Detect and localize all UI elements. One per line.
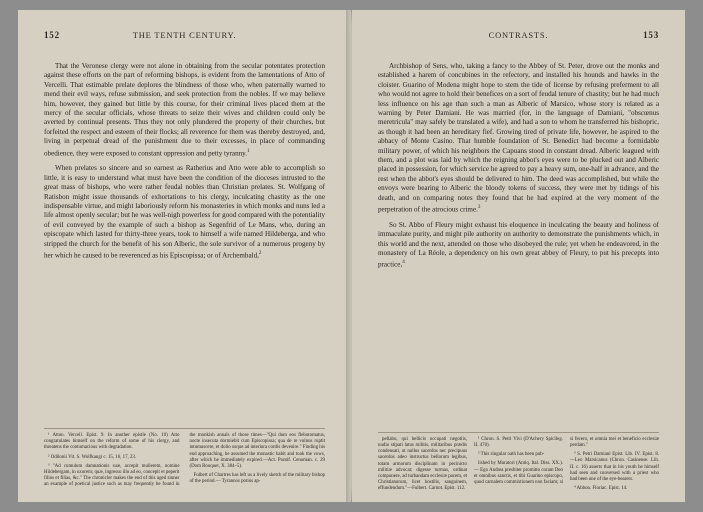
paragraph-text: Archbishop of Sens, who, taking a fancy to the Abbey of St. Peter, drove out the monks and established a harem of concubines in the refectory, and installed his hounds and hawks in the cloister. Guarino of Modena might hope to stem the tide of license by refusing preferment to all who would not agree to hold their benefices on a sort of feudal tenure of chastity; but he had much less influence on his age than such a man as Alberic of Marsico, whose story is related as a warning by Peter Damiani. He was married (for, in the language of Damiani, "obscœnus meretricula" may safely be translated a wife), and had a son to whom he transferred his bishopric, as though it had been an hereditary fief. Growing tired of private life, however, he aspired to the abbacy of Monte Casino. That humble foundation of St. Benedict had become a formidable military power, of which his neighbors the Capuans stood in constant dread. Alberic leagued with them, and a plot was laid by which the reigning abbot's eyes were to be plucked out and Alberic placed in possession, for which service he agreed to pay a heavy sum, one-half in advance, and the rest when the abbot's eyes should be delivered to him. The deed was accomplished, but while the envoys were bearing to Alberic the bloody tokens of success, they were met by tidings of his death, and on comparing notes they found that he had expired at the very moment of the perpetration of the atrocious crime.	[378, 62, 659, 214]
paragraph-text: When prelates so sincere and so earnest as Ratherius and Atto were able to accomplish so little, it is easy to understand what must have been the condition of the dioceses intrusted to the great mass of bishops, who were rather feudal nobles than Christian prelates. St. Wolfgang of Ratisbon might issue thousands of exhortations to his clergy, inculcating chastity as the one indispensable virtue, and might laboriously reform his monasteries in which monks and nuns led a life almost openly secular; but he was well-nigh powerless for good compared with the potentiality of evil conveyed by the example of such a bishop as Segenfrid of Le Mans, who, during an episcopate which lasted for thirty-three years, took to himself a wife named Hildeberga, and who stripped the church for the benefit of his son Alberic, the sole survivor of a numerous progeny by her which he caused to be reverenced as his Episcopissa; or of Archembald,	[44, 164, 325, 260]
footnote: Fulbert of Chartres has left us a lively sketch of the military bishop of the period.— Tyrannos potius ap-	[189, 472, 325, 484]
footnote-ref: 1	[247, 147, 250, 154]
right-running-title: CONTRASTS.	[488, 30, 549, 40]
left-footnotes	[44, 428, 325, 488]
paragraph	[44, 164, 325, 260]
left-running-title: THE TENTH CENTURY.	[132, 30, 237, 40]
footnote-ref: 4	[402, 259, 405, 266]
right-running-head	[378, 30, 659, 44]
paragraph-text: So St. Abbo of Fleury might exhaust his eloquence in inculcating the beauty and holiness of immaculate purity, and might pile authority on authority to demonstrate the punishments which, in this world and the next, attended on those who disobeyed the rule; yet when he endeavored, in the monastery of La Réole, a dependency on his own great abbey of Fleury, to put his precepts into practice,	[378, 220, 659, 269]
left-page	[18, 10, 351, 502]
left-body-text	[44, 62, 325, 362]
left-folio: 152	[44, 30, 60, 40]
paragraph	[378, 221, 659, 270]
footnote: ⁴ Abbon. Floriac. Epist. 14.	[574, 485, 628, 491]
left-running-head	[44, 30, 325, 44]
footnote: ² Odilonii Vit. S. Wolfkangi c. 15, 16, 17, 23.	[48, 454, 137, 460]
footnote: ³ "Ad cumulum damnationis suæ, accepit mulierem, nomine Hildebergam, in uxorem; quæ, ingresso illo ad eo, concepit et peperit filios et filias, &c." The chronicler makes the end of this aged sinner an example of poetical justice such as may frequently be found in the monkish annals of those times—"Qui dum eos flebotomatus, nocte insecuta dormiebit cum Episcopissa; qua de re vulnus ruptit intumuscere, et dolio usque ad interiora cordis devenire." Finding his end approaching, he assumed the monastic habit and took the vows, after which he immediately expired.—Act. Pontif. Cenoman. c. 29 (Dom Bouquet, X. 384–5).	[44, 433, 325, 487]
right-footnotes	[378, 432, 659, 492]
footnote: pellabo, qui bellicis occupati negotiis, nudio stipati latus militis, militaribus prædis condensati, ut nullus sacerdos nec precipuus sacerdos adeo instructus bellorum legibus, totam armorum disciplinam in pecinicto militiæ advocat; digesse turmas, ordinat componere, ad turbandam ecclesiæ pacem, et Christianorum, licet hostilis, sanguinem, effundendum."—Fulbert. Carnot. Epist. 112.	[378, 437, 467, 491]
right-body-text	[378, 62, 659, 392]
right-folio: 153	[643, 30, 659, 40]
right-page	[352, 10, 685, 502]
paragraph-text: That the Veronese clergy were not alone in obtaining from the secular potentates protection against these efforts on the part of reforming bishops, is evident from the lamentations of Atto of Vercelli. That estimable prelate deplores the blindness of those who, when paternally warned to mend their evil ways, refuse submission, and seek protection from the nobles. If we may believe him, however, they gained but little by this course, for their criminal lives placed them at the mercy of the secular officials, whose threats to seize their wives and children could only be averted by continual presents. Thus they not only plundered the property of their churches, but forfeited the respect and esteem of their flocks; all reverence for them was thereby destroyed, and, living in perpetual dread of the punishment due to their excesses, in place of commanding obedience, they were exposed to constant oppression and petty tyranny.	[44, 62, 325, 158]
footnote: ³ S. Petri Damiani Epist. Lib. IV. Epist. 8.—Leo Marsicanus (Chron. Casinense. Lib. II. c. 16) asserts that in his youth he himself had seen and conversed with a priest who had been one of the eye-bearers.	[570, 452, 659, 482]
paragraph	[44, 62, 325, 158]
open-book	[18, 10, 685, 502]
footnote: ¹ Atton. Vercell. Epist. 9. In another epistle (No. 10) Atto congratulates himself on the reform of some of his clergy, and threatens the contumacious with degradation.	[44, 433, 180, 451]
footnote-ref: 2	[258, 250, 262, 257]
footnote: lished by Muratori (Antiq. Ital. Diss. XX.).— Ego Andrea presbiter promitto coram Deo et omnibus sanctis, et tibi Guarino episcopo, quod carnalem commixtionem non faciam; si si fecero, et omnia mei et beneficio ecclesiæ perdam."	[474, 437, 659, 485]
paragraph	[378, 62, 659, 215]
footnote: ² This singular oath has been pub-	[478, 452, 545, 458]
footnote: ¹ Chron. S. Petri Vivi (D'Achery Spicileg. II. 470).	[474, 437, 563, 449]
footnote-ref: 3	[477, 204, 481, 211]
